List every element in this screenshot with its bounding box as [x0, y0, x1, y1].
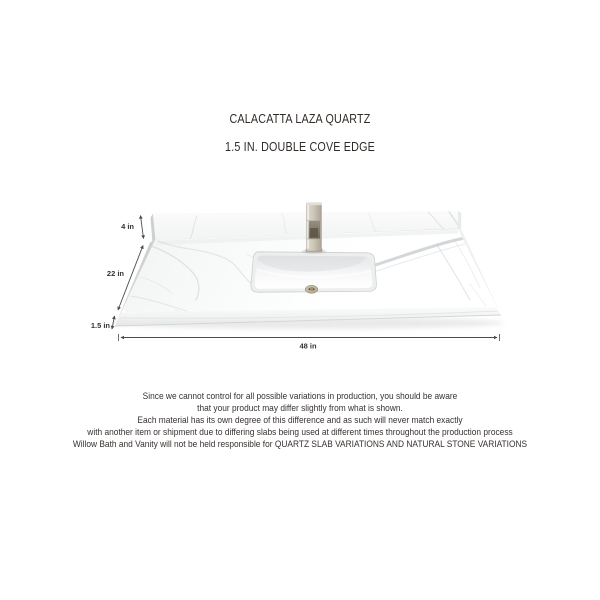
product-title: CALACATTA LAZA QUARTZ: [229, 112, 371, 126]
edge-style-subtitle: 1.5 IN. DOUBLE COVE EDGE: [225, 140, 375, 154]
disclaimer-line: with another item or shipment due to differing slabs being used at different times throughout the production process: [87, 427, 513, 439]
dim-label-backsplash-height: 4 in: [121, 222, 134, 231]
faucet-spout-opening: [310, 228, 318, 238]
dimension-4in-line: [141, 216, 144, 239]
dim-label-depth: 22 in: [106, 269, 124, 278]
dim-label-edge-thickness: 1.5 in: [90, 321, 110, 330]
faucet-top-cap: [307, 203, 322, 205]
dim-label-width: 48 in: [299, 341, 317, 351]
disclaimer: [36, 391, 564, 451]
disclaimer-line: Each material has its own degree of this difference and as such will never match exactly: [137, 415, 463, 427]
drain: [305, 285, 318, 293]
disclaimer-line: Willow Bath and Vanity will not be held responsible for QUARTZ SLAB VARIATIONS AND NATURAL STONE VARIATIONS: [72, 439, 528, 451]
backsplash-right-return: [458, 211, 462, 230]
disclaimer-line: that your product may differ slightly from what is shown.: [197, 403, 403, 415]
undermount-sink: [251, 252, 377, 293]
disclaimer-line: Since we cannot control for all possible variations in production, you should be aware: [142, 391, 458, 402]
faucet-highlight: [307, 205, 309, 249]
countertop-diagram: [75, 192, 525, 360]
